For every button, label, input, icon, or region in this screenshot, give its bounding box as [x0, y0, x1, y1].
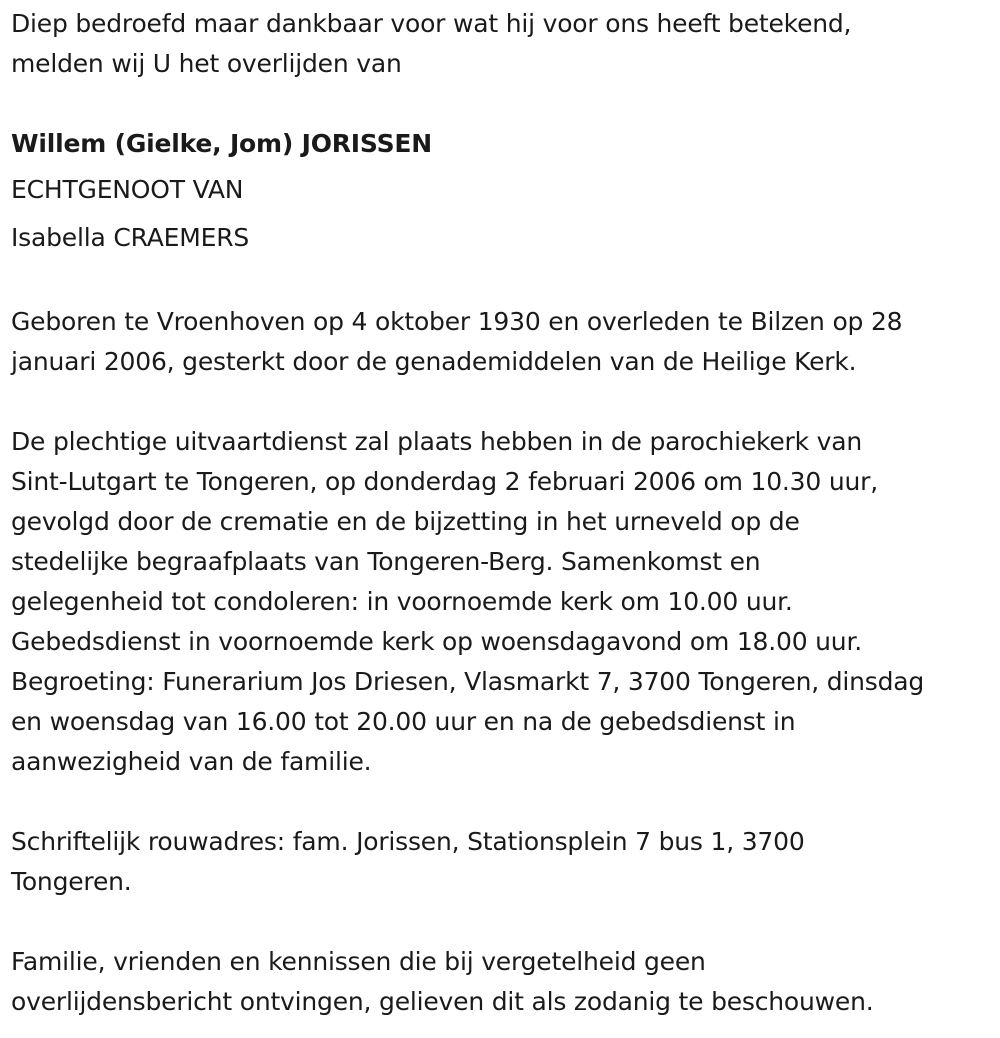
deceased-name: Willem (Gielke, Jom) JORISSEN	[11, 129, 432, 158]
spacer	[11, 782, 996, 822]
spouse-name: Isabella CRAEMERS	[11, 223, 250, 252]
spouse-label: ECHTGENOOT VAN	[11, 175, 244, 204]
spacer	[11, 262, 996, 302]
spacer	[11, 902, 996, 942]
ceremony-paragraph: De plechtige uitvaartdienst zal plaats hebben in de parochiekerk van Sint-Lutgart te Tongeren, op donderdag 2 februari 2006 om 10.30 uur, gevolgd door de crematie en de bijzetting in het urneveld op de stedelijke begraafplaats van Tongeren-Berg. Samenkomst en gelegenheid tot condoleren: in voornoemde kerk om 10.00 uur. Gebedsdienst in voornoemde kerk op woensdagavond om 18.00 uur. Begroeting: Funerarium Jos Driesen, Vlasmarkt 7, 3700 Tongeren, dinsdag en woensdag van 16.00 tot 20.00 uur en na de gebedsdienst in aanwezigheid van de familie.	[11, 427, 925, 776]
closing-paragraph: Familie, vrienden en kennissen die bij vergetelheid geen overlijdensbericht ontvingen, gelieven dit als zodanig te beschouwen.	[11, 947, 874, 1016]
spacer	[11, 84, 996, 124]
spacer	[11, 382, 996, 422]
birth-death-paragraph: Geboren te Vroenhoven op 4 oktober 1930 en overleden te Bilzen op 28 januari 2006, gesterkt door de genademiddelen van de Heilige Kerk.	[11, 307, 903, 376]
address-paragraph: Schriftelijk rouwadres: fam. Jorissen, Stationsplein 7 bus 1, 3700 Tongeren.	[11, 827, 805, 896]
intro-paragraph: Diep bedroefd maar dankbaar voor wat hij voor ons heeft betekend, melden wij U het overlijden van	[11, 9, 852, 78]
obituary-document	[11, 4, 996, 1022]
